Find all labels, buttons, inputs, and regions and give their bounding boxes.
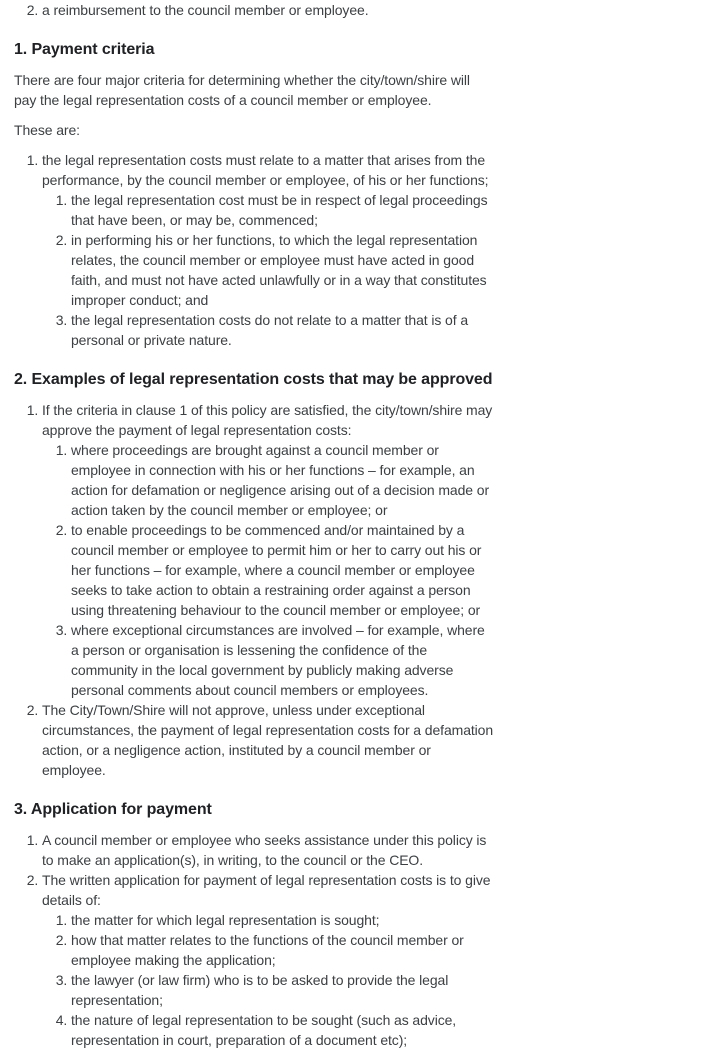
list-item: 1. the matter for which legal representation is sought;	[71, 910, 494, 930]
list-item-text: the legal representation costs must relate to a matter that arises from the performance, by the council member or employee, of his or her functions;	[42, 152, 489, 188]
list-item: 2. a reimbursement to the council member or employee.	[42, 0, 494, 20]
continued-list	[14, 0, 494, 20]
paragraph-these-are: These are:	[14, 122, 80, 138]
list-item: 1. A council member or employee who seeks assistance under this policy is to make an application(s), in writing, to the council or the CEO.	[42, 830, 494, 870]
payment-criteria-list	[14, 150, 494, 350]
examples-list	[14, 400, 494, 780]
section-heading-application-for-payment: 3. Application for payment	[14, 801, 212, 818]
list-item: 1. where proceedings are brought against a council member or employee in connection with his or her functions – for example, an action for defamation or negligence arising out of a decision made or action taken by the council member or employee; or	[71, 440, 494, 520]
list-item-text: If the criteria in clause 1 of this policy are satisfied, the city/town/shire may approve the payment of legal representation costs:	[42, 402, 493, 438]
list-item: 3. where exceptional circumstances are involved – for example, where a person or organisation is lessening the confidence of the community in the local government by publicly making adverse personal comments about council members or employees.	[71, 620, 494, 700]
list-item: 1. the legal representation cost must be in respect of legal proceedings that have been, or may be, commenced;	[71, 190, 494, 230]
section-heading-examples-approved: 2. Examples of legal representation costs that may be approved	[14, 371, 493, 388]
list-item: 2. The City/Town/Shire will not approve, unless under exceptional circumstances, the payment of legal representation costs for a defamation action, or a negligence action, instituted by a council member or employee.	[42, 700, 494, 780]
examples-sublist	[42, 440, 494, 700]
list-item: 4. the nature of legal representation to be sought (such as advice, representation in court, preparation of a document etc);	[71, 1010, 494, 1050]
list-item: 2. how that matter relates to the functions of the council member or employee making the application;	[71, 930, 494, 970]
section-heading-payment-criteria: 1. Payment criteria	[14, 41, 155, 58]
application-list	[14, 830, 494, 1050]
application-details-sublist	[42, 910, 494, 1050]
payment-criteria-sublist	[42, 190, 494, 350]
list-item	[42, 400, 494, 700]
list-item	[42, 870, 494, 1050]
list-item: 3. the lawyer (or law firm) who is to be asked to provide the legal representation;	[71, 970, 494, 1010]
list-item	[42, 150, 494, 350]
list-item: 2. in performing his or her functions, to which the legal representation relates, the council member or employee must have acted in good faith, and must not have acted unlawfully or in a way that constitutes improper conduct; and	[71, 230, 494, 310]
list-item: 3. the legal representation costs do not relate to a matter that is of a personal or private nature.	[71, 310, 494, 350]
paragraph-criteria-intro: There are four major criteria for determining whether the city/town/shire will pay the legal representation costs of a council member or employee.	[14, 72, 470, 108]
list-item: 2. to enable proceedings to be commenced and/or maintained by a council member or employee to permit him or her to carry out his or her functions – for example, where a council member or employee seeks to take action to obtain a restraining order against a person using threatening behaviour to the council member or employee; or	[71, 520, 494, 620]
list-item-text: The written application for payment of legal representation costs is to give details of:	[42, 872, 491, 908]
